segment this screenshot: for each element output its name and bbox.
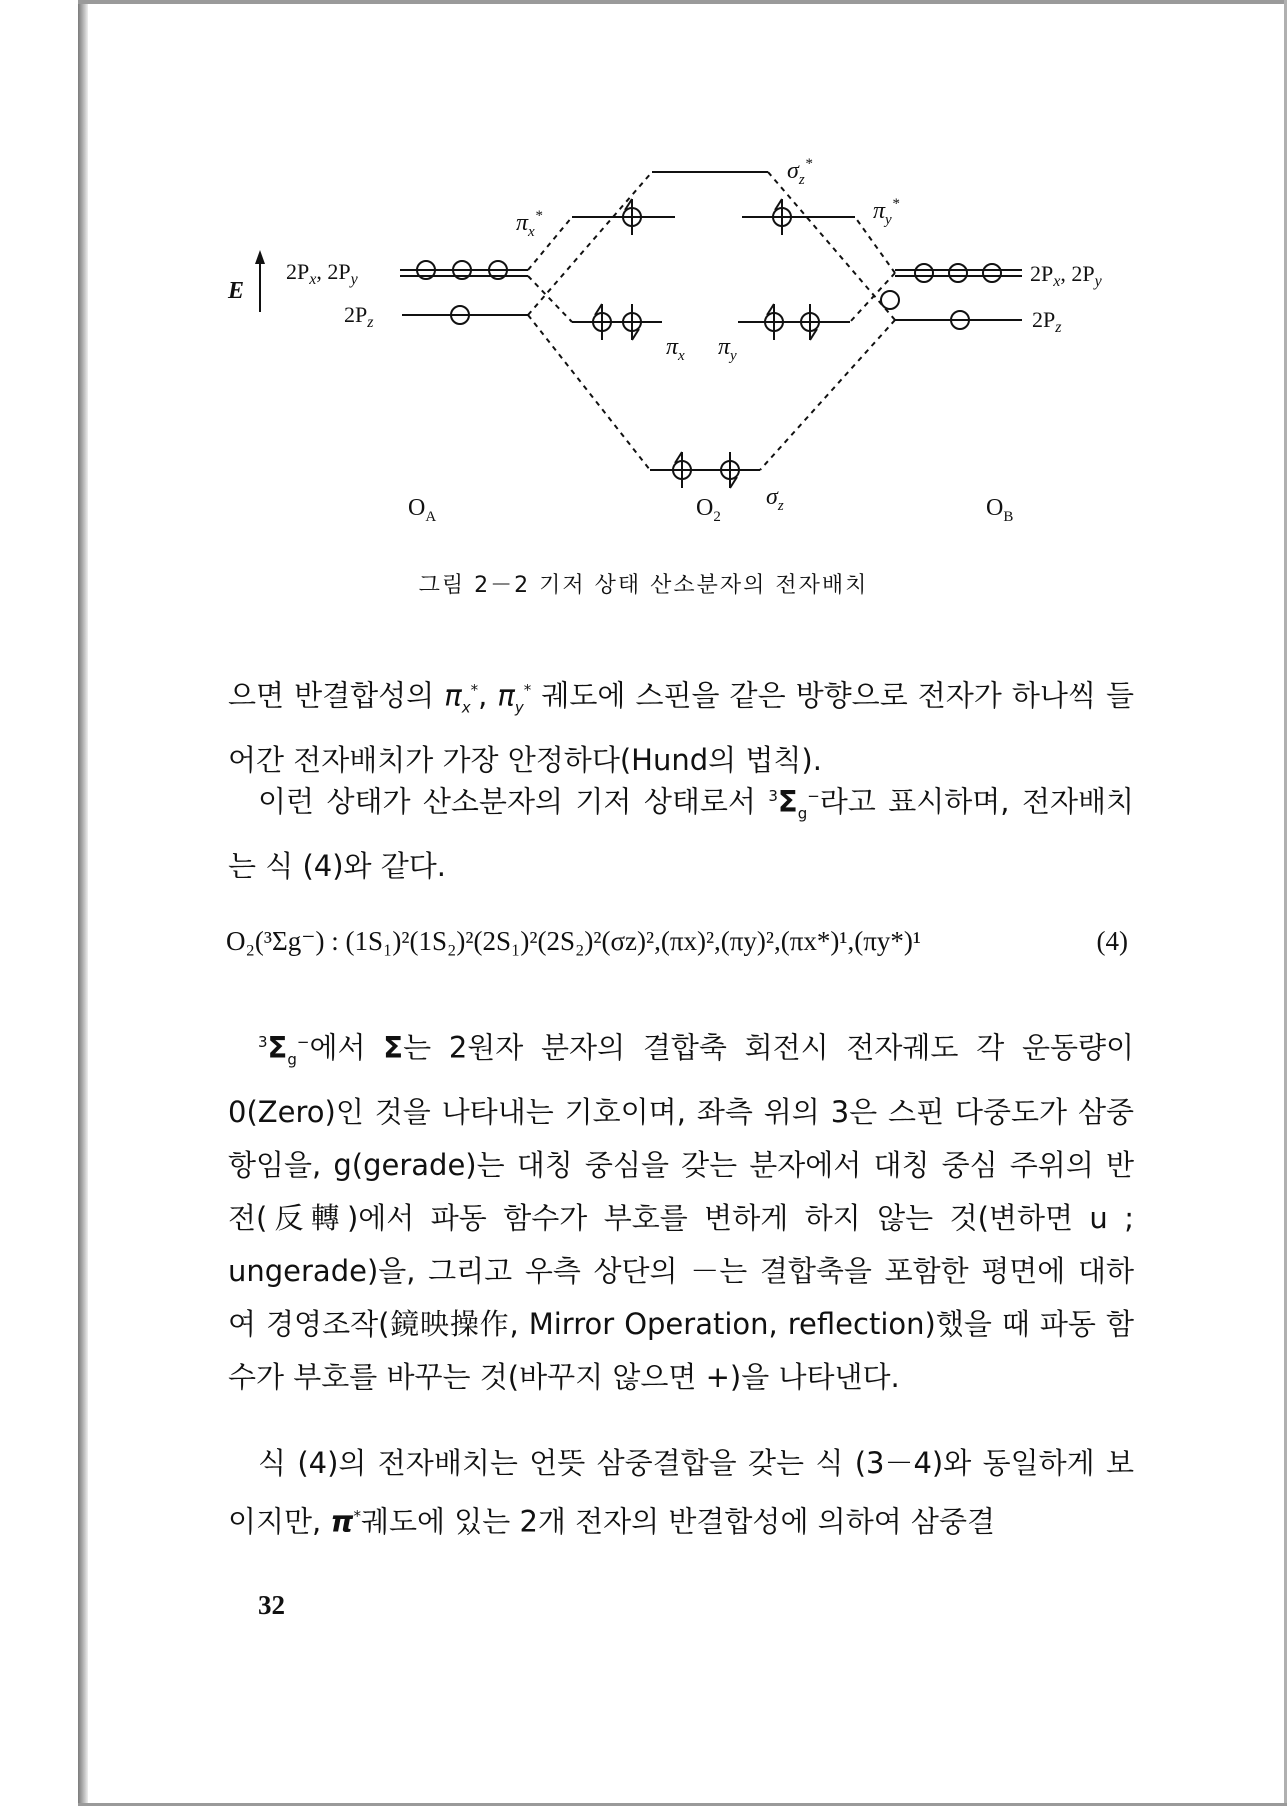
mo-energy-diagram [0,0,1287,560]
atom-b-2pxy-label: $2P_x$, $2P_y$ [1030,261,1102,290]
energy-axis [255,250,265,312]
pi-y-label: $\pi_y$ [718,334,737,364]
sigma-z-label: $\sigma_z$ [766,484,784,514]
paragraph-3: $^3\Sigma_g^-$에서 Σ는 2원자 분자의 결합축 회전시 전자궤도 각 운동량이 0(Zero)인 것을 나타내는 기호이며, 좌측 위의 3은 스핀 다중도가 삼중항임을, g(gerade)는 대칭 중심을 갖는 분자에서 대칭 중심 주위의 반전(反轉)에서 파동 함수가 부호를 변하게 하지 않는 것(변하면 u ; ungerade)을, 그리고 우측 상단의 －는 결합축을 포함한 평면에 대하여 경영조작(鏡映操作, Mirror Operation, reflection)했을 때 파동 함수가 부호를 바꾸는 것(바꾸지 않으면 +)을 나타낸다. [228,1030,1134,1395]
paragraph-2: 이런 상태가 산소분자의 기저 상태로서 $^3\Sigma_g^-$라고 표시하며, 전자배치는 식 (4)와 같다. [228,784,1134,884]
pi-x-star-label: $\pi_x^*$ [516,208,543,240]
page-number: 32 [258,1590,285,1620]
pi-y-star-level [742,199,855,235]
formula-number: (4) [1096,926,1128,956]
pi-y-level [738,304,850,340]
sigma-z-level [650,452,760,488]
figure-caption: 그림 2－2 기저 상태 산소분자의 전자배치 [418,573,869,598]
atom-b-2pz-label: $2P_z$ [1032,307,1062,336]
pi-y-star-label: $\pi_y^*$ [873,196,900,228]
molecule-label: $O_2$ [696,495,721,525]
pi-x-label: $\pi_x$ [666,334,685,364]
atom-b-label: $O_B$ [986,495,1014,525]
atom-a-2pxy-label: $2P_x$, $2P_y$ [286,259,358,288]
formula-text: O₂(³Σg⁻) : (1S₁)²(1S₂)²(2S₁)²(2S₂)²(σz)²,(πx)²,(πy)²,(πx*)¹,(πy*)¹ [226,926,921,956]
atom-b-2pxy-level [895,264,1022,282]
sigma-z-star-label: $\sigma_z^*$ [787,156,813,188]
paragraph-1: 으면 반결합성의 $\pi_x^*$, $\pi_y^*$ 궤도에 스핀을 같은 방향으로 전자가 하나씩 들어간 전자배치가 가장 안정하다(Hund의 법칙). [228,678,1135,778]
pi-x-star-level [572,199,675,235]
pi-x-level [572,304,662,340]
atom-a-2pz-level [402,306,528,324]
electron-configuration-formula [226,926,1136,957]
atom-a-2pz-label: $2P_z$ [344,302,374,331]
atom-b-2pz-hole [881,291,899,309]
atom-a-2pxy-level [400,261,528,279]
atom-b-2pz-level [895,311,1022,329]
atom-a-label: $O_A$ [408,495,437,525]
paragraph-4: 식 (4)의 전자배치는 언뜻 삼중결합을 갖는 식 (3－4)와 동일하게 보이지만, π*궤도에 있는 2개 전자의 반결합성에 의하여 삼중결 [228,1446,1134,1539]
energy-label: E [228,278,245,304]
